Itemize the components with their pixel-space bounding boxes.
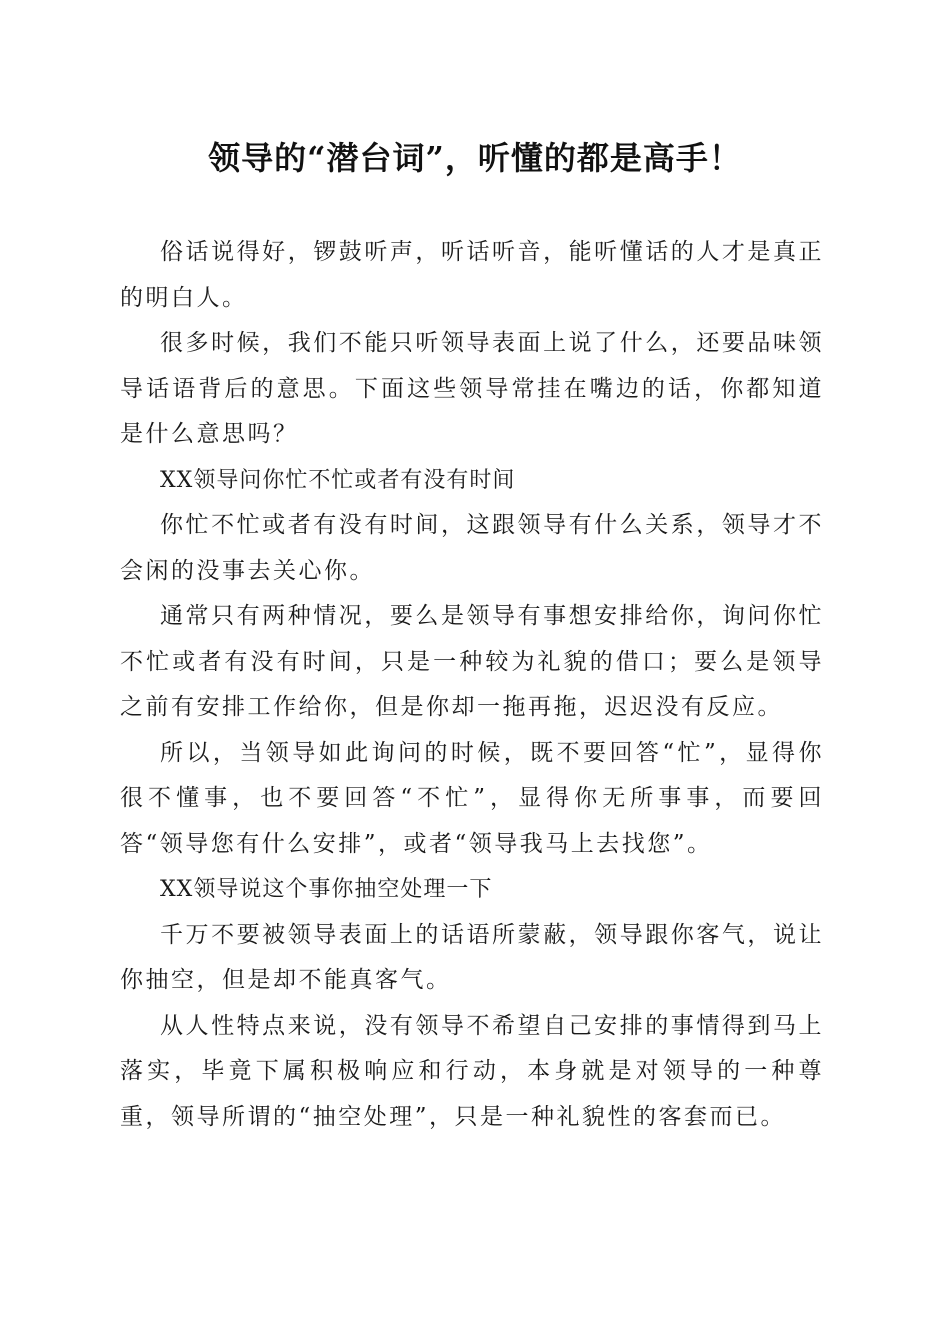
paragraph: 很多时候，我们不能只听领导表面上说了什么，还要品味领导话语背后的意思。下面这些领导常挂在嘴边的话，你都知道是什么意思吗？: [120, 330, 824, 447]
paragraph: 你忙不忙或者有没有时间，这跟领导有什么关系，领导才不会闲的没事去关心你。: [120, 512, 824, 584]
section-heading: XX领导问你忙不忙或者有没有时间: [160, 467, 516, 493]
paragraph: 俗话说得好，锣鼓听声，听话听音，能听懂话的人才是真正的明白人。: [120, 239, 824, 311]
paragraph: 通常只有两种情况，要么是领导有事想安排给你，询问你忙不忙或者有没有时间，只是一种较为礼貌的借口；要么是领导之前有安排工作给你，但是你却一拖再拖，迟迟没有反应。: [120, 603, 824, 720]
paragraph: 从人性特点来说，没有领导不希望自己安排的事情得到马上落实，毕竟下属积极响应和行动，本身就是对领导的一种尊重，领导所谓的“抽空处理”，只是一种礼貌性的客套而已。: [120, 1012, 824, 1130]
document-body: [120, 230, 824, 1140]
paragraph: 所以，当领导如此询问的时候，既不要回答“忙”，显得你很不懂事，也不要回答“不忙”，显得你无所事事，而要回答“领导您有什么安排”，或者“领导我马上去找您”。: [120, 739, 824, 857]
page-title: 领导的“潜台词”，听懂的都是高手！: [208, 139, 742, 177]
section-heading: XX领导说这个事你抽空处理一下: [160, 877, 493, 902]
paragraph: 千万不要被领导表面上的话语所蒙蔽，领导跟你客气，说让你抽空，但是却不能真客气。: [120, 921, 824, 993]
